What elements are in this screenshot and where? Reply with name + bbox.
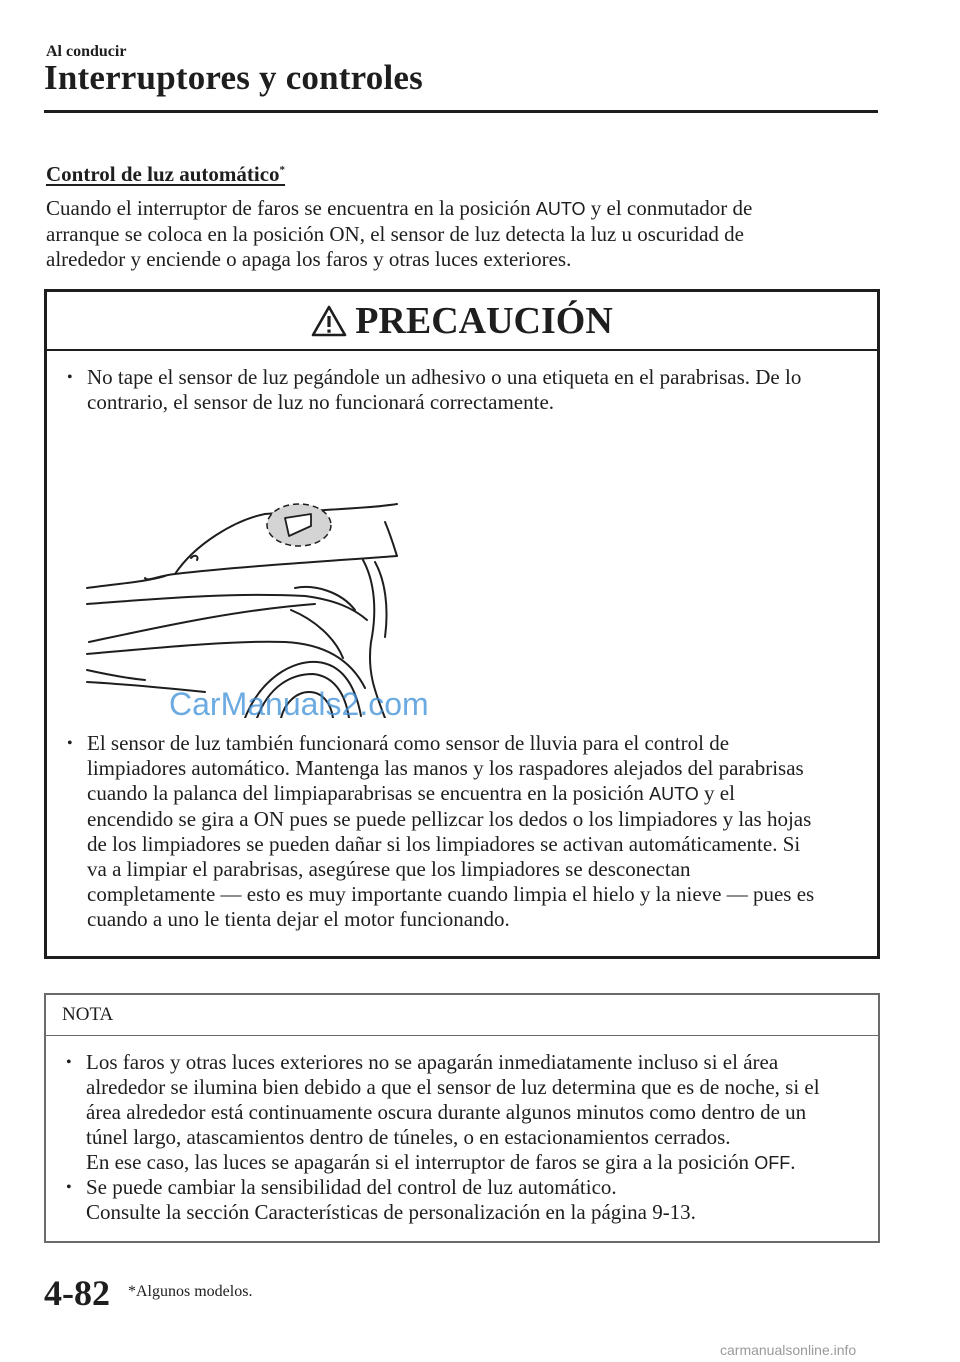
off-position-label: OFF bbox=[754, 1153, 791, 1173]
note-bullet-2 bbox=[46, 1175, 912, 1225]
page-title: Interruptores y controles bbox=[44, 58, 423, 97]
car-light-sensor-illustration bbox=[85, 492, 445, 718]
note-bullet-1-line-5-tail: . bbox=[790, 1150, 796, 1174]
caution-bullet-1 bbox=[47, 365, 897, 415]
footnote: *Algunos modelos. bbox=[128, 1283, 253, 1300]
bullet-dot: • bbox=[66, 1054, 72, 1071]
caution-bullet-2-line-6: va a limpiar el parabrisas, asegúrese que los limpiadores se desconectan bbox=[87, 857, 691, 881]
intro-line-3: alrededor y enciende o apaga los faros y otras luces exteriores. bbox=[46, 247, 572, 271]
bullet-dot: • bbox=[67, 735, 73, 752]
caution-bullet-2-line-4: encendido se gira a ON pues se puede pellizcar los dedos o los limpiadores y las hojas bbox=[87, 807, 812, 831]
page-number: 4-82 bbox=[44, 1273, 110, 1313]
watermark-text: CarManuals2.com bbox=[169, 686, 429, 722]
caution-bullet-2-line-2: limpiadores automático. Mantenga las manos y los raspadores alejados del parabrisas bbox=[87, 756, 804, 780]
asterisk-mark: * bbox=[279, 164, 286, 176]
auto-position-label: AUTO bbox=[649, 784, 699, 804]
caution-bullet-2-line-3-tail: y el bbox=[698, 781, 735, 805]
note-bullet-1 bbox=[46, 1050, 912, 1176]
subsection-title-text: Control de luz automático bbox=[46, 162, 280, 186]
note-bullet-2-line-2: Consulte la sección Características de personalización en la página 9-13. bbox=[86, 1200, 696, 1224]
intro-paragraph bbox=[46, 196, 876, 272]
bullet-dot: • bbox=[67, 369, 73, 386]
note-title: NOTA bbox=[46, 995, 878, 1036]
note-bullet-1-line-3: área alrededor está continuamente oscura durante algunos minutos como dentro de un bbox=[86, 1100, 807, 1124]
caution-title: PRECAUCIÓN bbox=[355, 299, 613, 342]
caution-bullet-2-line-8: cuando a uno le tienta dejar el motor funcionando. bbox=[87, 907, 510, 931]
note-bullet-1-line-2: alrededor se ilumina bien debido a que el sensor de luz determina que es de noche, si el bbox=[86, 1075, 820, 1099]
note-bullet-2-line-1: Se puede cambiar la sensibilidad del control de luz automático. bbox=[86, 1175, 617, 1199]
bullet-dot: • bbox=[66, 1179, 72, 1196]
site-watermark: carmanualsonline.info bbox=[720, 1342, 857, 1358]
note-bullet-1-line-5-text: En ese caso, las luces se apagarán si el interruptor de faros se gira a la posición bbox=[86, 1150, 755, 1174]
header-divider bbox=[44, 110, 878, 113]
subsection-title bbox=[46, 162, 285, 187]
caution-bullet-2-line-3 bbox=[87, 781, 897, 807]
note-bullet-1-line-4: túnel largo, atascamientos dentro de túneles, o en estacionamientos cerrados. bbox=[86, 1125, 731, 1149]
auto-position-label: AUTO bbox=[535, 199, 586, 219]
caution-bullet-2-line-3-text: cuando la palanca del limpiaparabrisas se encuentra en la posición bbox=[87, 781, 650, 805]
caution-bullet-2 bbox=[47, 731, 897, 932]
note-bullet-1-line-1: Los faros y otras luces exteriores no se apagarán inmediatamente incluso si el área bbox=[86, 1050, 779, 1074]
caution-bullet-1-line-1: No tape el sensor de luz pegándole un adhesivo o una etiqueta en el parabrisas. De lo bbox=[87, 365, 802, 389]
intro-line-2: arranque se coloca en la posición ON, el sensor de luz detecta la luz u oscuridad de bbox=[46, 222, 744, 246]
intro-line-1-tail: y el conmutador de bbox=[585, 196, 753, 220]
intro-line-1 bbox=[46, 196, 876, 222]
section-label: Al conducir bbox=[46, 43, 127, 60]
caution-bullet-2-line-7: completamente — esto es muy importante cuando limpia el hielo y la nieve — pues es bbox=[87, 882, 815, 906]
note-box bbox=[44, 993, 880, 1243]
caution-bullet-2-line-5: de los limpiadores se pueden dañar si los limpiadores se activan automáticamente. Si bbox=[87, 832, 801, 856]
caution-bullet-2-line-1: El sensor de luz también funcionará como sensor de lluvia para el control de bbox=[87, 731, 730, 755]
caution-header bbox=[47, 292, 877, 351]
warning-triangle-icon bbox=[311, 305, 347, 337]
caution-bullet-1-line-2: contrario, el sensor de luz no funcionará correctamente. bbox=[87, 390, 555, 414]
caution-box bbox=[44, 289, 880, 959]
note-bullet-1-line-5 bbox=[86, 1150, 912, 1176]
intro-line-1-text: Cuando el interruptor de faros se encuentra en la posición bbox=[46, 196, 536, 220]
